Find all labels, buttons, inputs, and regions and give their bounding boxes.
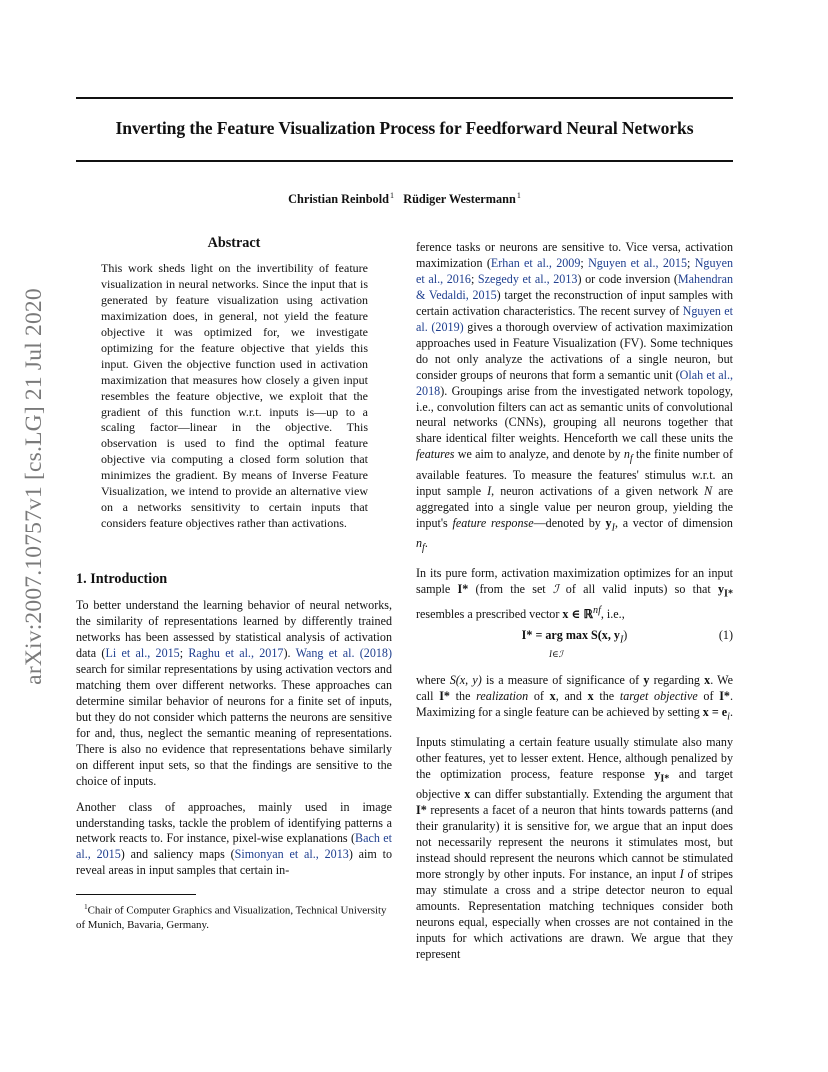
equation-number: (1) bbox=[718, 627, 733, 642]
author-affiliation-mark: 1 bbox=[516, 191, 521, 200]
title-bottom-rule bbox=[76, 160, 733, 162]
author-name: Christian Reinbold bbox=[288, 192, 389, 207]
abstract-heading: Abstract bbox=[207, 235, 261, 251]
citation-link[interactable]: Bach et al., 2015 bbox=[76, 831, 392, 862]
equation-1 bbox=[416, 627, 733, 665]
right-paragraph-1: ference tasks or neurons are sensitive to. Vice versa, activation maximization (Erhan et al., 2009; Nguyen et al., 2015; Nguyen et al., 2016; Szegedy et al., 2013) or code inversion (Mahendran & Vedaldi, 2015) target the reconstruction of input samples with certain activation characteristics. The recent survey of Nguyen et al. (2019) gives a thorough overview of activation maximization approaches used in Feature Visualization (FV). Some techniques do not only analyze the activations of a single neuron, but consider groups of neurons that form a semantic unit (Olah et al., 2018). Groupings arise from the investigated network topology, i.e., convolution filters can act as semantic units of convolutional neural networks (CNNs), grouping all neurons together that share identical filter weights. Henceforth we call these units the features we aim to analyze, and denote by $n_f$ the finite number of available features. To measure the features' stimulus w.r.t. an input sample I, neuron activations of a given network N are aggregated into a single value per neuron group, yielding the input's feature response—denoted by $y_I$, a vector of dimension $n_f$. bbox=[416, 240, 734, 554]
citation-link[interactable]: Nguyen et al., 2016 bbox=[416, 255, 733, 286]
author-name: Rüdiger Westermann bbox=[403, 192, 516, 207]
section-heading: 1. Introduction bbox=[76, 571, 168, 588]
citation-link[interactable]: Szegedy et al., 2013 bbox=[477, 271, 578, 286]
right-paragraph-2: In its pure form, activation maximization optimizes for an input sample I* (from the set ℐ of all valid inputs) so that $y_{I*}$ resembles a prescribed vector x ∈ ℝ$^{nf}$, i.e., bbox=[416, 566, 733, 621]
right-paragraph-4: Inputs stimulating a certain feature usually stimulate also many other features, yet to lesser extent. Hence, although penalized by the optimization process, feature response $y_{I*}$ and target objective x can differ substantially. Extending the argument that I* represents a facet of a neuron that hints towards patterns (and their granularity) it is sensitive for, we argue that an input does not necessarily represent the neurons it stimulates most, but instead should represent the neurons which cannot be stimulated more strongly by other inputs. For instance, an input I of stripes may stimulate a cross and a stripe detector neuron to equal amounts. Representation matching techniques consider both neurons equal, especially when crosses are not contained in the inputs for which activations are drawn. We argue that they represent bbox=[416, 734, 733, 961]
citation-link[interactable]: Nguyen et al. (2019) bbox=[416, 303, 733, 334]
citation-link[interactable]: Nguyen et al., 2015 bbox=[588, 255, 688, 270]
citation-link[interactable]: Mahendran & Vedaldi, 2015 bbox=[416, 271, 733, 302]
author-list bbox=[76, 191, 733, 207]
paper-title: Inverting the Feature Visualization Process for Feedforward Neural Networks bbox=[115, 118, 694, 138]
left-column bbox=[76, 236, 392, 932]
citation-link[interactable]: Li et al., 2015 bbox=[105, 645, 180, 660]
footnote-rule bbox=[76, 894, 196, 895]
title-top-rule bbox=[76, 97, 733, 99]
intro-paragraph-2: Another class of approaches, mainly used in image understanding tasks, tackle the problem of identifying patterns a network reacts to. For instance, pixel-wise explanations (Bach et al., 2015) and saliency maps (Simonyan et al., 2013) aim to reveal areas in input samples that certain in- bbox=[76, 799, 392, 878]
right-column bbox=[416, 240, 733, 963]
equation-body: I* = arg max S(x, $y_I$) bbox=[521, 627, 628, 646]
intro-paragraph-1: To better understand the learning behavior of neural networks, the similarity of representations learned by differently trained networks has been assessed by statistical analysis of activation data (Li et al., 2015; Raghu et al., 2017). Wang et al. (2018) search for similar representations by using activation vectors and matching them over different networks. These approaches can determine similar behavior of neurons for a finite set of inputs, but they do not consider which patterns the neurons are sensitive for and, thus, neglect the semantic meaning of representations. There is also no evidence that representations behave similarly on different input sets, so that the findings are sensitive to the choice of inputs. bbox=[76, 598, 393, 788]
arxiv-watermark bbox=[14, 287, 54, 685]
arxiv-identifier: arXiv:2007.10757v1 [cs.LG] 21 Jul 2020 bbox=[20, 287, 47, 685]
equation-subscript: I∈ℐ bbox=[549, 648, 563, 659]
author-affiliation-mark: 1 bbox=[389, 191, 394, 200]
citation-link[interactable]: Erhan et al., 2009 bbox=[490, 255, 581, 270]
citation-link[interactable]: Olah et al., 2018 bbox=[416, 367, 733, 398]
citation-link[interactable]: Raghu et al., 2017 bbox=[188, 645, 284, 660]
citation-link[interactable]: Wang et al. (2018) bbox=[295, 645, 393, 660]
abstract-text: This work sheds light on the invertibility of feature visualization in neural networks. Since the input that is generated by feature visualization using activation maximization does, in general, not yield the feature objective it was optimized for, we investigate optimizing for the feature objective that yields this input. Given the objective function used in activation maximization that measures how closely a given input resembles the feature objective, we exploit that the gradient of this function w.r.t. inputs is—up to a scaling factor—linear in the objective. This observation is used to find the optimal feature objective via computing a closed form solution that minimizes the gradient. By means of Inverse Feature Visualization, we intend to provide an alternative view on a networks sensitivity to certain inputs that considers feature objectives rather than activations. bbox=[101, 260, 368, 531]
right-paragraph-3: where S(x, y) is a measure of significance of y regarding x. We call I* the realization of x, and x the target objective of I*. Maximizing for a single feature can be achieved by setting $x = e_i$. bbox=[416, 672, 734, 722]
footnote-mark: 1 bbox=[84, 903, 88, 912]
footnote: $^1$Chair of Computer Graphics and Visualization, Technical University of Munich, Bavaria, Germany. bbox=[76, 903, 387, 931]
citation-link[interactable]: Simonyan et al., 2013 bbox=[234, 847, 349, 862]
